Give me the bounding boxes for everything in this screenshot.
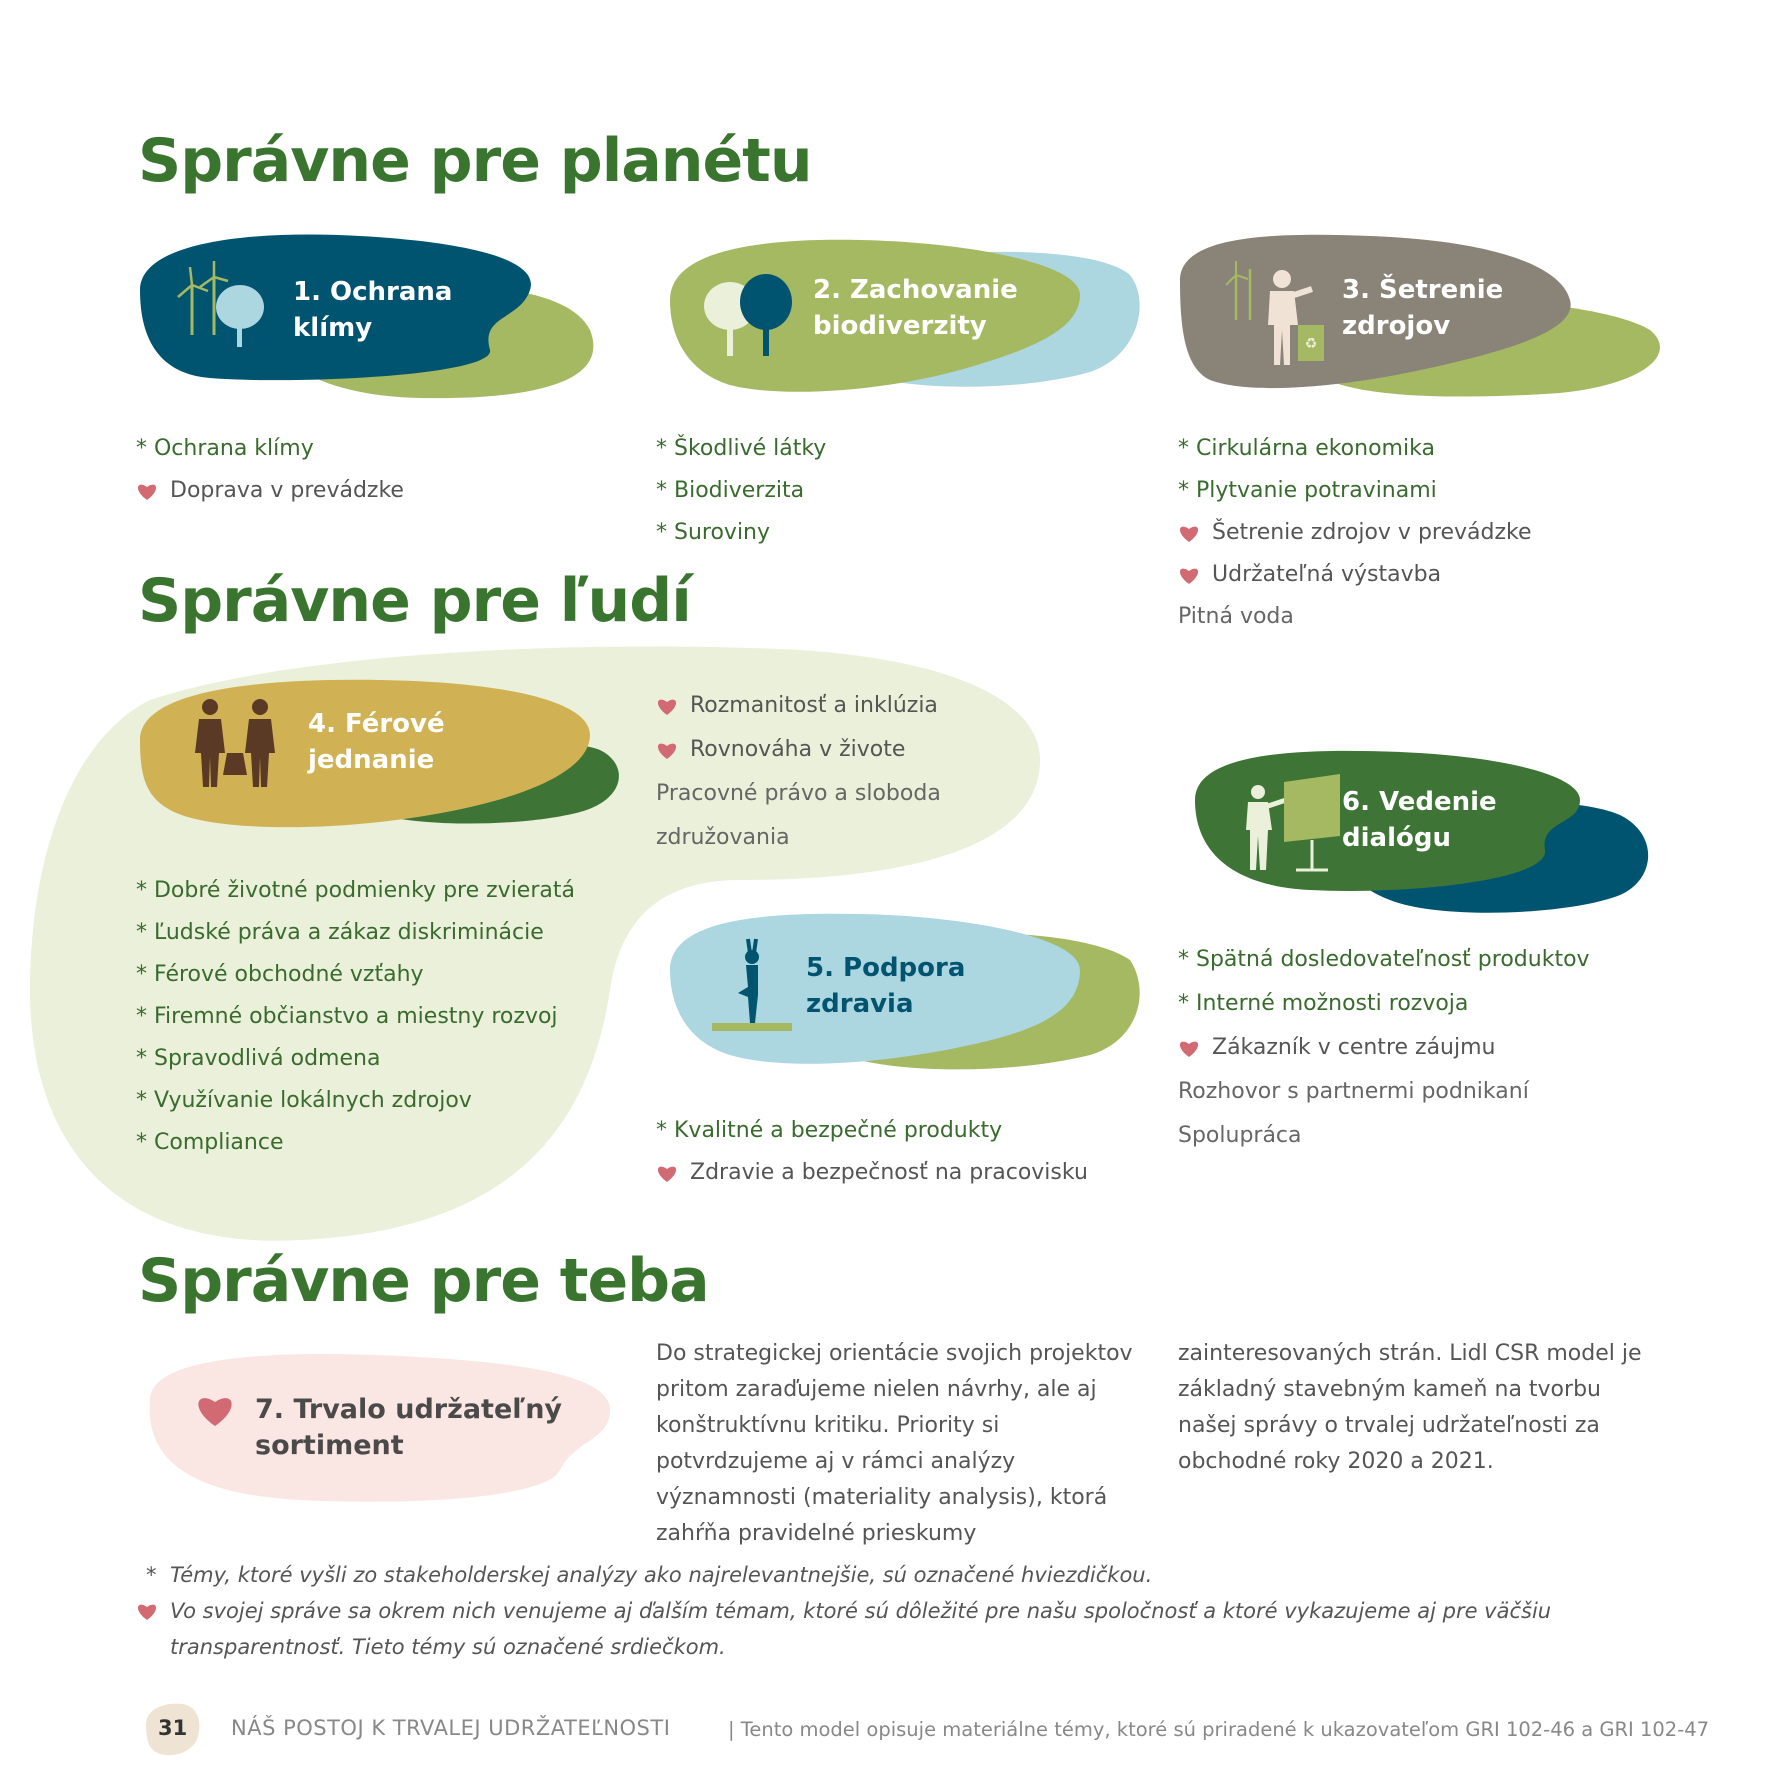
list-item: [1178, 1026, 1590, 1070]
list-item-label: Udržateľná výstavba: [1212, 562, 1442, 587]
list-item: [656, 728, 941, 772]
topic-6-title: 6. Vedenie dialógu: [1342, 787, 1497, 853]
svg-text:♻: ♻: [1304, 336, 1318, 352]
list-item-label: * Plytvanie potravinami: [1178, 478, 1437, 503]
list-item-label: * Suroviny: [656, 520, 771, 545]
list-item-label: * Spätná dosledovateľnosť produktov: [1178, 947, 1590, 972]
topic-4-list: [136, 870, 575, 1164]
list-item: [656, 772, 941, 816]
list-item: [136, 996, 575, 1038]
heart-icon: [1178, 523, 1200, 543]
list-item: [656, 816, 941, 860]
list-item-label: Spolupráca: [1178, 1123, 1302, 1148]
list-item: [656, 1152, 1088, 1194]
list-item-label: * Spravodlivá odmena: [136, 1046, 381, 1071]
list-item-label: * Kvalitné a bezpečné produkty: [656, 1118, 1003, 1143]
list-item: [1178, 596, 1532, 638]
heart-icon: [1178, 565, 1200, 585]
couple-with-bag-icon: [185, 695, 285, 795]
list-item-label: * Compliance: [136, 1130, 284, 1155]
section-title-planet: Správne pre planétu: [138, 126, 812, 196]
list-item-label: * Škodlivé látky: [656, 436, 827, 461]
list-item: [1178, 470, 1532, 512]
note-heart-text: Vo svojej správe sa okrem nich venujeme aj ďalším témam, ktoré sú dôležité pre našu spoločnosť a ktoré vykazujeme aj pre väčšiu transparentnosť. Tieto témy sú označené srdiečkom.: [170, 1599, 1552, 1659]
note-star-marker: *: [146, 1563, 157, 1587]
heart-icon: [195, 1392, 235, 1428]
list-item-label: Pitná voda: [1178, 604, 1294, 629]
list-item-label: * Dobré životné podmienky pre zvieratá: [136, 878, 575, 903]
list-item-label: Pracovné právo a sloboda: [656, 781, 941, 806]
body-text-col1: Do strategickej orientácie svojich projektov pritom zaraďujeme nielen návrhy, ale aj konštruktívnu kritiku. Priority si potvrdzujeme aj v rámci analýzy významnosti (materiality analysis), ktorá zahŕňa pravidelné prieskumy: [656, 1341, 1133, 1546]
list-item: [656, 684, 941, 728]
list-item: [1178, 554, 1532, 596]
note-heart-icon: [136, 1601, 158, 1621]
list-item-label: Šetrenie zdrojov v prevádzke: [1212, 520, 1532, 545]
list-item-label: Rovnováha v živote: [690, 737, 906, 762]
section-title-people: Správne pre ľudí: [138, 566, 691, 636]
body-text-col2: zainteresovaných strán. Lidl CSR model je základný stavebným kameň na tvorbu našej správy o trvalej udržateľnosti za obchodné roky 2020 a 2021.: [1178, 1341, 1642, 1474]
list-item-label: Rozmanitosť a inklúzia: [690, 693, 938, 718]
list-item-label: * Interné možnosti rozvoja: [1178, 991, 1469, 1016]
topic-4-title: 4. Férové jednanie: [308, 709, 445, 775]
list-item: [1178, 1114, 1590, 1158]
list-item-label: * Ochrana klímy: [136, 436, 314, 461]
note-star-text: Témy, ktoré vyšli zo stakeholderskej analýzy ako najrelevantnejšie, sú označené hviezdičkou.: [170, 1563, 1153, 1587]
person-recycling-icon: [1220, 255, 1330, 370]
list-item-label: Zdravie a bezpečnosť na pracovisku: [690, 1160, 1088, 1185]
list-item-label: Rozhovor s partnermi podnikaní: [1178, 1079, 1529, 1104]
list-item-label: * Firemné občianstvo a miestny rozvoj: [136, 1004, 558, 1029]
footer-section: NÁŠ POSTOJ K TRVALEJ UDRŽATEĽNOSTI: [231, 1716, 671, 1740]
list-item-label: * Biodiverzita: [656, 478, 805, 503]
list-item: [1178, 428, 1532, 470]
heart-icon: [656, 740, 678, 760]
list-item: [136, 470, 404, 512]
topic-1-list: [136, 428, 404, 512]
list-item-label: * Cirkulárna ekonomika: [1178, 436, 1435, 461]
list-item: [136, 1038, 575, 1080]
trees-icon: [700, 270, 800, 360]
list-item: [1178, 512, 1532, 554]
footer-caption: | Tento model opisuje materiálne témy, ktoré sú priradené k ukazovateľom GRI 102-46 a GRI 102-47: [728, 1718, 1710, 1741]
topic-3-title: 3. Šetrenie zdrojov: [1342, 275, 1504, 341]
topic-2-title: 2. Zachovanie biodiverzity: [813, 275, 1018, 341]
list-item: [656, 428, 826, 470]
section-title-you: Správne pre teba: [138, 1246, 709, 1316]
list-item-label: Zákazník v centre záujmu: [1212, 1035, 1496, 1060]
topic-3-list: [1178, 428, 1532, 638]
list-item: [136, 870, 575, 912]
list-item: [136, 912, 575, 954]
list-item: [136, 1080, 575, 1122]
list-item-label: združovania: [656, 825, 790, 850]
list-item: [136, 954, 575, 996]
topic-7-title: 7. Trvalo udržateľný sortiment: [255, 1394, 563, 1461]
list-item: [1178, 938, 1590, 982]
list-item-label: * Využívanie lokálnych zdrojov: [136, 1088, 472, 1113]
list-item: [656, 1110, 1088, 1152]
heart-icon: [136, 481, 158, 501]
topic-5-title: 5. Podpora zdravia: [806, 953, 966, 1019]
list-item: [1178, 982, 1590, 1026]
topic-5-list: [656, 1110, 1088, 1194]
yoga-person-icon: [710, 935, 795, 1035]
topic-6-list: [1178, 938, 1590, 1158]
page-number: 31: [158, 1716, 188, 1740]
list-item: [136, 1122, 575, 1164]
list-item-label: * Ľudské práva a zákaz diskriminácie: [136, 920, 544, 945]
topic-2-list: [656, 428, 826, 554]
heart-icon: [1178, 1038, 1200, 1058]
topic-4-extra-list: [656, 684, 941, 860]
list-item: [136, 428, 404, 470]
list-item: [656, 512, 826, 554]
heart-icon: [656, 1163, 678, 1183]
wind-turbine-tree-icon: [170, 255, 270, 355]
topic-1-title: 1. Ochrana klímy: [293, 277, 453, 343]
list-item-label: * Férové obchodné vzťahy: [136, 962, 424, 987]
presenter-board-icon: [1240, 770, 1350, 880]
heart-icon: [656, 696, 678, 716]
list-item-label: Doprava v prevádzke: [170, 478, 404, 503]
list-item: [656, 470, 826, 512]
list-item: [1178, 1070, 1590, 1114]
